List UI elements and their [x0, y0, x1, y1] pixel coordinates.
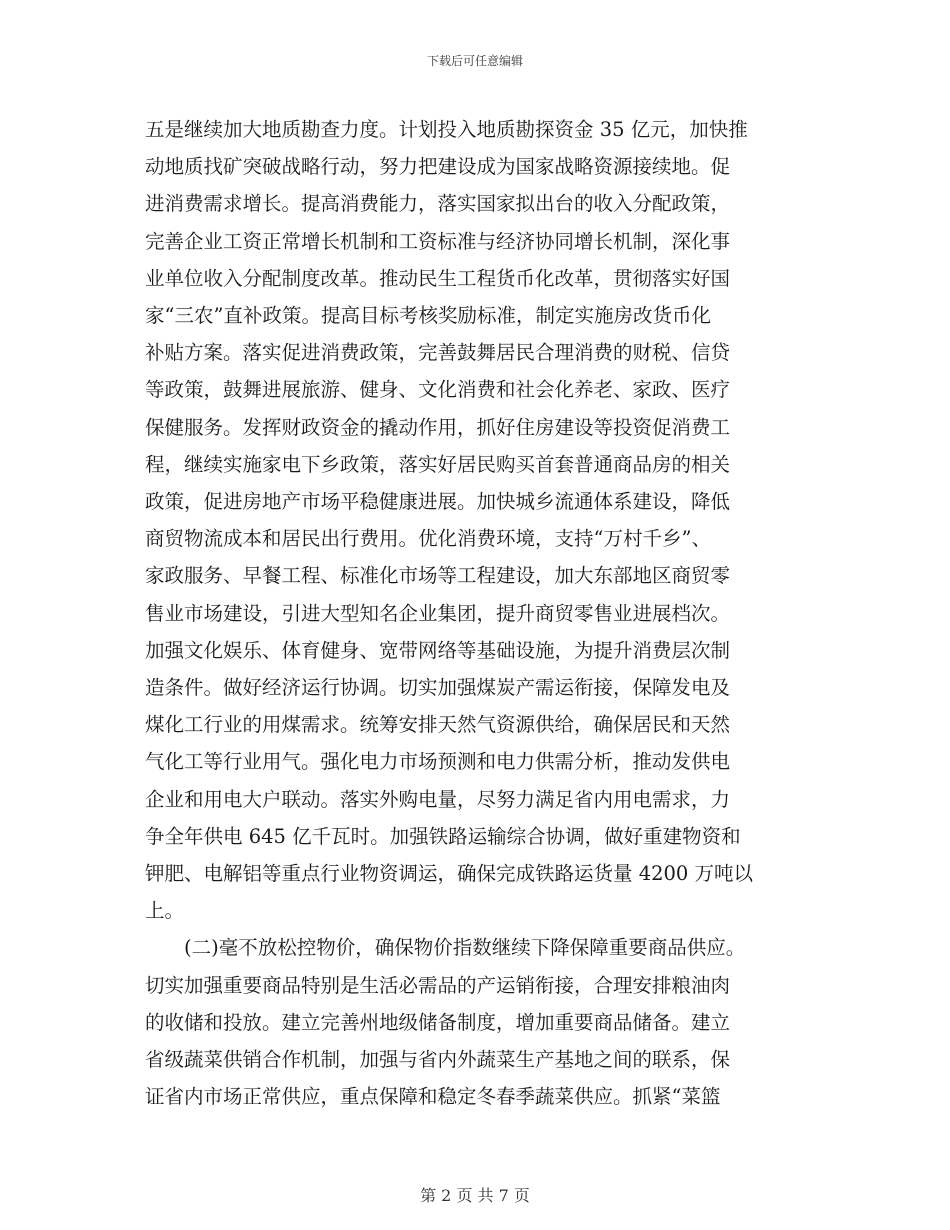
page-header: 下载后可任意编辑 — [426, 54, 523, 68]
body-line: 的收储和投放。建立完善州地级储备制度，增加重要商品储备。建立 — [145, 1010, 731, 1034]
body-line: 争全年供电 645 亿千瓦时。加强铁路运输综合协调，做好重建物资和 — [145, 824, 741, 848]
body-line: 五是继续加大地质勘查力度。计划投入地质勘探资金 35 亿元，加快推 — [145, 118, 748, 141]
body-line: (二)毫不放松控物价，确保物价指数继续下降保障重要商品供应。 — [145, 936, 746, 960]
body-line: 切实加强重要商品特别是生活必需品的产运销衔接，合理安排粮油肉 — [145, 973, 731, 997]
body-line: 商贸物流成本和居民出行费用。优化消费环境，支持“万村千乡”、 — [145, 527, 711, 551]
body-line: 保健服务。发挥财政资金的撬动作用，抓好住房建设等投资促消费工 — [145, 415, 731, 439]
body-line: 上。 — [145, 899, 185, 923]
body-line: 省级蔬菜供销合作机制，加强与省内外蔬菜生产基地之间的联系，保 — [145, 1048, 731, 1072]
body-line: 进消费需求增长。提高消费能力，落实国家拟出台的收入分配政策， — [145, 192, 731, 216]
body-line: 家“三农”直补政策。提高目标考核奖励标准，制定实施房改货币化 — [145, 304, 711, 328]
body-line: 等政策，鼓舞进展旅游、健身、文化消费和社会化养老、家政、医疗 — [145, 378, 731, 402]
body-line: 造条件。做好经济运行协调。切实加强煤炭产需运衔接，保障发电及 — [145, 676, 731, 700]
body-line: 程，继续实施家电下乡政策，落实好居民购买首套普通商品房的相关 — [145, 452, 731, 476]
body-line: 政策，促进房地产市场平稳健康进展。加快城乡流通体系建设，降低 — [145, 490, 731, 514]
body-line: 业单位收入分配制度改革。推动民生工程货币化改革，贯彻落实好国 — [145, 266, 731, 290]
body-line: 钾肥、电解铝等重点行业物资调运，确保完成铁路运货量 4200 万吨以 — [145, 862, 754, 886]
document-body — [145, 111, 805, 1115]
body-line: 动地质找矿突破战略行动，努力把建设成为国家战略资源接续地。促 — [145, 155, 731, 179]
body-line: 气化工等行业用气。强化电力市场预测和电力供需分析，推动发供电 — [145, 750, 731, 774]
body-line: 补贴方案。落实促进消费政策，完善鼓舞居民合理消费的财税、信贷 — [145, 341, 731, 365]
body-line: 煤化工行业的用煤需求。统筹安排天然气资源供给，确保居民和天然 — [145, 713, 731, 737]
body-line: 售业市场建设，引进大型知名企业集团，提升商贸零售业进展档次。 — [145, 601, 731, 625]
body-line: 证省内市场正常供应，重点保障和稳定冬春季蔬菜供应。抓紧“菜篮 — [145, 1085, 721, 1109]
page-number-footer: 第 2 页 共 7 页 — [420, 1186, 530, 1205]
body-line: 家政服务、早餐工程、标准化市场等工程建设，加大东部地区商贸零 — [145, 564, 731, 588]
body-line: 企业和用电大户联动。落实外购电量，尽努力满足省内用电需求，力 — [145, 787, 731, 811]
body-line: 完善企业工资正常增长机制和工资标准与经济协同增长机制，深化事 — [145, 229, 731, 253]
body-line: 加强文化娱乐、体育健身、宽带网络等基础设施，为提升消费层次制 — [145, 638, 731, 662]
